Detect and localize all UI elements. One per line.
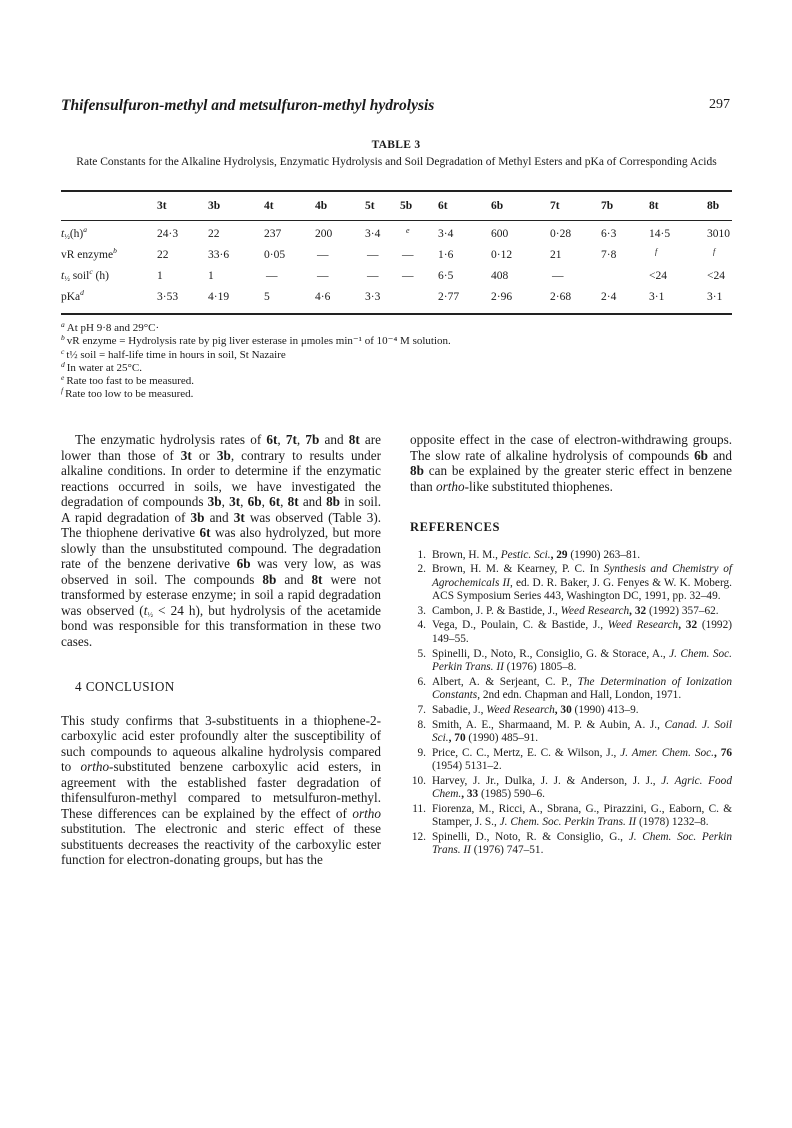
row-label-after: (h) <box>92 270 109 282</box>
table-header-row <box>61 200 732 216</box>
reference-item <box>410 648 732 675</box>
column-header-7t: 7t <box>550 200 560 212</box>
table-cell: 5 <box>264 291 270 303</box>
row-label <box>61 246 117 261</box>
table-cell: 3·1 <box>649 291 665 303</box>
reference-item <box>410 775 732 802</box>
table-top-rule <box>61 190 732 192</box>
row-label-footnote-mark: b <box>113 246 117 255</box>
enzymatic-hydrolysis-paragraph: The enzymatic hydrolysis rates of 6t, 7t, 7b and 8t are lower than those of 3t or 3b, contrary to results under alkaline conditions. In order to determine if the enzymatic reactions occurred in soils, we have investigated the degradation of compounds 3b, 3t, 6b, 6t, 8t and 8b in soil. A rapid degradation of 3b and 3t was observed (Table 3). The thiophene derivative 6t was also hydrolyzed, but more slowly than the unsubstituted compound. The degradation rate of the benzene derivative 6b was very low, as was observed in soil. The compounds 8b and 8t were not transformed by esterase enzyme; in soil a rapid degradation was observed ($t_{\frac{1}{2}} < 24$ h), but hydrolysis of the acetamide bond was responsible for this transformation in these two cases. <box>61 432 382 649</box>
reference-source: Canad. J. Soil Sci. <box>432 718 732 744</box>
footnote-text: At pH 9·8 and 29°C· <box>66 322 160 334</box>
table-row <box>61 288 732 307</box>
table-cell: 408 <box>491 270 509 282</box>
reference-authors: Harvey, J. Jr., Dulka, J. J. & Anderson, J. J., <box>432 774 662 787</box>
reference-item <box>410 704 732 717</box>
reference-volume: , 70 <box>448 731 466 744</box>
table-footnotes <box>61 322 732 402</box>
reference-item <box>410 563 732 603</box>
reference-volume: , 33 <box>461 788 479 801</box>
table-cell: 2·68 <box>550 291 572 303</box>
reference-source: Weed Research <box>486 703 555 716</box>
column-header-8b: 8b <box>707 200 720 212</box>
table-cell: 6·5 <box>438 270 454 282</box>
column-header-5t: 5t <box>365 200 375 212</box>
row-label-footnote-mark: d <box>80 288 84 297</box>
column-header-4b: 4b <box>315 200 328 212</box>
footnote-text: Rate too low to be measured. <box>65 388 194 401</box>
reference-number: 5. <box>417 647 426 660</box>
page-number: 297 <box>709 97 730 112</box>
reference-authors: Albert, A. & Serjeant, C. P., <box>432 675 578 688</box>
reference-number: 2. <box>417 563 426 576</box>
table-header-rule <box>61 220 732 221</box>
reference-details: (1990) 413–9. <box>571 703 639 716</box>
reference-source: J. Chem. Soc. Perkin Trans. II <box>432 830 732 857</box>
reference-number: 3. <box>417 604 426 617</box>
footnote-text: vR enzyme = Hydrolysis rate by pig liver esterase in μmoles min⁻¹ of 10⁻⁴ M solution. <box>66 335 451 348</box>
table-cell: 0·28 <box>550 228 572 240</box>
row-label-main: vR enzyme <box>61 249 114 261</box>
footnote-mark: a <box>61 320 65 329</box>
reference-item <box>410 676 732 703</box>
table-cell: 0·05 <box>264 249 286 261</box>
table-cell: f <box>655 247 658 256</box>
conclusion-heading: 4 CONCLUSION <box>75 679 175 694</box>
table-cell: 0·12 <box>491 249 513 261</box>
table-cell: — <box>317 249 329 261</box>
table-footnote <box>61 335 732 348</box>
column-header-7b: 7b <box>601 200 614 212</box>
column-header-3t: 3t <box>157 200 167 212</box>
table-cell: 600 <box>491 228 509 240</box>
reference-item <box>410 747 732 774</box>
reference-details: (1954) 5131–2. <box>432 759 502 772</box>
reference-authors: Cambon, J. P. & Bastide, J., <box>432 604 561 617</box>
right-column <box>410 432 732 859</box>
conclusion-paragraph: This study confirms that 3-substituents in a thiophene-2-carboxylic acid ester profoundly alter the susceptibility of such compounds to aqueous alkaline hydrolysis compared to ortho-substituted benzene carboxylic acid esters, in agreement with the established faster degradation of thifensulfuron-methyl compared to metsulfuron-methyl. These differences can be explained by the effect of ortho substitution. The electronic and steric effect of these substituents decreases the reactivity of the carboxylic ester function for electron-donating groups, but has the <box>61 712 381 867</box>
table-cell: 22 <box>157 249 169 261</box>
reference-number: 7. <box>417 703 426 716</box>
reference-details: , ed. D. R. Baker, J. G. Fenyes & W. K. Moberg. ACS Symposium Series 443, Washington DC, 1991, pp. 32–49. <box>432 576 732 602</box>
footnote-mark: b <box>61 333 65 343</box>
reference-authors: Price, C. C., Mertz, E. C. & Wilson, J., <box>432 746 621 759</box>
table-footnote <box>61 375 732 388</box>
footnote-mark: e <box>61 373 65 383</box>
table-cell: 21 <box>550 249 562 261</box>
row-label-main: t <box>61 228 65 240</box>
reference-item <box>410 549 732 562</box>
row-label-footnote-mark: a <box>83 225 87 234</box>
table-cell: 4·6 <box>315 291 331 303</box>
reference-volume: , 32 <box>629 604 647 617</box>
table-cell: <24 <box>707 270 725 282</box>
table-caption: Rate Constants for the Alkaline Hydrolysis, Enzymatic Hydrolysis and Soil Degradation of Methyl Esters and pKa of Corresponding Acids <box>76 156 717 168</box>
row-label-sub: ½ <box>64 232 70 241</box>
reference-details: (1990) 485–91. <box>465 731 539 744</box>
reference-item <box>410 605 732 618</box>
table-cell: 24·3 <box>157 228 179 240</box>
reference-volume: , 76 <box>713 746 732 759</box>
table-row <box>61 225 732 244</box>
table-cell: 3·53 <box>157 291 179 303</box>
row-label-rest: soil <box>69 270 90 282</box>
reference-details: (1976) 1805–8. <box>503 660 577 673</box>
reference-details: (1992) 149–55. <box>432 619 732 645</box>
footnote-text: t½ soil = half-life time in hours in soil, St Nazaire <box>66 348 286 361</box>
reference-number: 11. <box>412 802 426 815</box>
reference-authors: Smith, A. E., Sharmaand, M. P. & Aubin, A. J., <box>432 718 665 731</box>
column-header-4t: 4t <box>264 200 274 212</box>
table-cell: 3·4 <box>438 228 454 240</box>
table-cell: 237 <box>264 228 282 240</box>
reference-source: Synthesis and Chemistry of Agrochemicals II <box>432 563 732 589</box>
table-cell: 14·5 <box>649 228 671 240</box>
reference-volume: , 29 <box>550 548 568 561</box>
table-cell: — <box>317 270 329 282</box>
reference-volume: , 32 <box>678 619 698 632</box>
table-cell: 22 <box>208 228 220 240</box>
reference-item <box>410 719 732 746</box>
table-row <box>61 267 732 286</box>
table-cell: 2·96 <box>491 291 513 303</box>
footnote-text: Rate too fast to be measured. <box>66 375 195 388</box>
table-cell: 2·4 <box>601 291 617 303</box>
table-footnote <box>61 346 732 362</box>
table-footnote <box>61 359 732 375</box>
table-cell: 3·4 <box>365 228 381 240</box>
reference-authors: Spinelli, D., Noto, R. & Consiglio, G., <box>432 830 629 843</box>
reference-details: , 2nd edn. Chapman and Hall, London, 1971. <box>477 688 682 701</box>
left-column <box>61 432 381 868</box>
reference-authors: Fiorenza, M., Ricci, A., Sbrana, G., Pirazzini, G., Eaborn, C. & Stamper, J. S., <box>432 802 732 829</box>
row-label-footnote-mark: c <box>89 267 93 276</box>
row-label <box>61 225 87 241</box>
reference-number: 12. <box>411 830 426 843</box>
reference-details: (1976) 747–51. <box>470 844 544 857</box>
column-header-6t: 6t <box>438 200 448 212</box>
table-cell: 4·19 <box>208 291 230 303</box>
table-title: TABLE 3 <box>371 139 421 151</box>
reference-item <box>410 619 732 646</box>
table-cell: 200 <box>315 228 333 240</box>
reference-source: Weed Research <box>560 604 630 617</box>
table-row <box>61 246 732 265</box>
footnote-text: In water at 25°C. <box>66 361 143 374</box>
reference-number: 10. <box>411 774 426 787</box>
reference-item <box>410 831 732 858</box>
reference-authors: Vega, D., Poulain, C. & Bastide, J., <box>432 619 608 632</box>
table-cell: f <box>713 247 716 256</box>
reference-details: (1978) 1232–8. <box>636 816 709 829</box>
reference-authors: Sabadie, J., <box>432 703 487 716</box>
table-cell: 6·3 <box>601 228 617 240</box>
references-heading: REFERENCES <box>410 520 501 534</box>
footnote-mark: c <box>61 346 65 356</box>
reference-authors: Brown, H. M. & Kearney, P. C. In <box>432 563 604 576</box>
reference-source: J. Chem. Soc. Perkin Trans. II <box>432 647 732 673</box>
table-cell: e <box>406 226 410 235</box>
running-title: Thifensulfuron-methyl and metsulfuron-methyl hydrolysis <box>61 97 435 114</box>
reference-source: J. Chem. Soc. Perkin Trans. II <box>499 816 637 829</box>
column-header-3b: 3b <box>208 200 221 212</box>
table-cell: 3·1 <box>707 291 723 303</box>
table-cell: 1 <box>208 270 214 282</box>
table-cell: — <box>402 249 414 261</box>
reference-volume: , 30 <box>554 703 572 716</box>
row-label-sub: ½ <box>64 274 70 283</box>
table-footnote <box>61 388 732 401</box>
reference-source: Weed Research <box>607 619 679 632</box>
column-header-5b: 5b <box>400 200 413 212</box>
reference-details: (1992) 357–62. <box>646 604 719 617</box>
continued-paragraph: opposite effect in the case of electron-withdrawing groups. The slow rate of alkaline hydrolysis of compounds 6b and 8b can be explained by the greater steric effect in benzene than ortho-like substituted thiophenes. <box>410 432 732 494</box>
table-cell: 33·6 <box>208 249 230 261</box>
table-cell: 3010 <box>707 228 730 240</box>
table-cell: 1 <box>157 270 163 282</box>
row-label-rest: (h) <box>69 228 84 240</box>
column-header-6b: 6b <box>491 200 504 212</box>
reference-number: 9. <box>417 746 426 759</box>
running-header <box>61 97 730 117</box>
table-cell: — <box>552 270 564 282</box>
references-list <box>410 549 732 858</box>
reference-number: 1. <box>417 548 426 561</box>
column-header-8t: 8t <box>649 200 659 212</box>
table-footnote <box>61 322 732 335</box>
reference-source: The Determination of Ionization Constants <box>432 675 732 701</box>
reference-details: (1985) 590–6. <box>478 788 545 801</box>
reference-source: J. Amer. Chem. Soc. <box>620 746 714 759</box>
table-cell: 1·6 <box>438 249 454 261</box>
reference-details: (1990) 263–81. <box>567 548 641 561</box>
table-cell: 3·3 <box>365 291 381 303</box>
table-cell: 7·8 <box>601 249 617 261</box>
row-label <box>61 267 109 283</box>
footnote-mark: d <box>61 359 65 369</box>
table-cell: 2·77 <box>438 291 460 303</box>
row-label-main: pKa <box>61 291 81 303</box>
reference-number: 6. <box>417 675 426 688</box>
reference-number: 4. <box>417 619 426 632</box>
table-cell: — <box>367 249 379 261</box>
reference-authors: Brown, H. M., <box>432 548 501 561</box>
table-cell: — <box>367 270 379 282</box>
row-label <box>61 288 84 303</box>
reference-number: 8. <box>417 718 426 731</box>
table-bottom-rule <box>61 313 732 315</box>
table-cell: — <box>266 270 278 282</box>
reference-authors: Spinelli, D., Noto, R., Consiglio, G. & Storace, A., <box>432 647 670 660</box>
table-cell: — <box>402 270 414 282</box>
footnote-mark: f <box>61 386 64 396</box>
reference-source: Pestic. Sci. <box>500 548 551 561</box>
reference-item <box>410 803 732 830</box>
row-label-main: t <box>61 270 65 282</box>
table-cell: <24 <box>649 270 667 282</box>
reference-source: J. Agric. Food Chem. <box>432 774 732 801</box>
